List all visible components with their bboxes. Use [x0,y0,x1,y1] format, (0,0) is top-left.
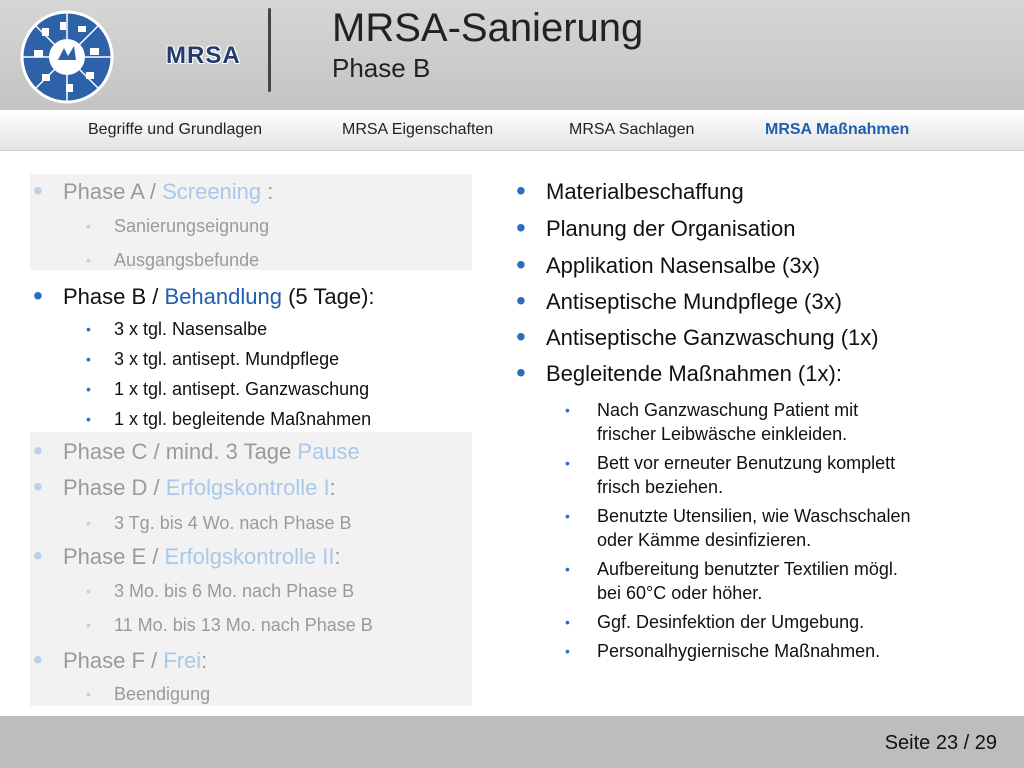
phase-e-sub-item: • 3 Mo. bis 6 Mo. nach Phase B [86,581,355,601]
footer-bar [0,716,1024,768]
phase-b-sub-item: • 3 x tgl. Nasensalbe [86,319,268,339]
bullet-icon: • [86,218,91,234]
nav-item-massnahmen[interactable]: MRSA Maßnahmen [765,121,910,138]
page-subtitle: Phase B [332,53,431,83]
phase-c-item: • Phase C / mind. 3 Tage Pause [33,435,360,466]
phase-d-sub-item: • 3 Tg. bis 4 Wo. nach Phase B [86,513,352,533]
bullet-icon: • [516,357,526,388]
bullet-icon: • [86,351,91,367]
bullet-icon: • [565,402,570,418]
measure-item: • Applikation Nasensalbe (3x) [516,249,820,280]
measures-list [500,150,1024,710]
phase-f-sub-item: • Beendigung [86,684,211,704]
phase-b-sub-item: • 1 x tgl. begleitende Maßnahmen [86,409,372,429]
measure-sub-item: • Nach Ganzwaschung Patient mit frischer Leibwäsche einkleiden. [565,400,859,444]
measure-item: • Materialbeschaffung [516,175,744,206]
phase-b-sub-item: • 1 x tgl. antisept. Ganzwaschung [86,379,370,399]
bullet-icon: • [86,617,91,633]
measure-sub-item: • Aufbereitung benutzter Textilien mögl. bei 60°C oder höher. [565,559,898,603]
bullet-icon: • [33,471,43,502]
bullet-icon: • [86,252,91,268]
phase-b-sub-item: • 3 x tgl. antisept. Mundpflege [86,349,340,369]
phase-e-item: • Phase E / Erfolgskontrolle II: [33,540,341,571]
mrsa-logo-icon [20,10,114,104]
phase-a-item: • Phase A / Screening : [33,175,274,206]
header-divider [268,8,271,92]
bullet-icon: • [86,583,91,599]
bullet-icon: • [565,643,570,659]
nav-item-eigenschaften[interactable]: MRSA Eigenschaften [342,121,494,138]
bullet-icon: • [565,455,570,471]
measure-sub-item: • Benutzte Utensilien, wie Waschschalen oder Kämme desinfizieren. [565,506,911,550]
page-indicator: Seite 23 / 29 [884,732,997,754]
bullet-icon: • [516,249,526,280]
phase-list [0,150,500,710]
phase-a-sub-item: • Sanierungseignung [86,216,270,236]
bullet-icon: • [33,540,43,571]
phase-f-item: • Phase F / Frei: [33,644,208,675]
bullet-icon: • [565,508,570,524]
bullet-icon: • [33,644,43,675]
bullet-icon: • [516,285,526,316]
phase-e-sub-item: • 11 Mo. bis 13 Mo. nach Phase B [86,615,373,635]
bullet-icon: • [86,686,91,702]
bullet-icon: • [565,614,570,630]
bullet-icon: • [86,381,91,397]
page-title: MRSA-Sanierung [332,6,644,50]
measure-sub-item: • Ggf. Desinfektion der Umgebung. [565,612,865,632]
nav-item-sachlagen[interactable]: MRSA Sachlagen [569,121,695,138]
bullet-icon: • [565,561,570,577]
measure-sub-item: • Personalhygiernische Maßnahmen. [565,641,881,661]
phase-a-sub-item: • Ausgangsbefunde [86,250,260,270]
measure-sub-item: • Bett vor erneuter Benutzung komplett frisch beziehen. [565,453,896,497]
bullet-icon: • [33,280,43,311]
bullet-icon: • [86,515,91,531]
measure-item: • Planung der Organisation [516,212,796,243]
measure-item: • Antiseptische Ganzwaschung (1x) [516,321,879,352]
bullet-icon: • [516,212,526,243]
measure-item: • Begleitende Maßnahmen (1x): [516,357,842,388]
header-bar [0,0,1024,110]
bullet-icon: • [86,411,91,427]
section-navigation [0,110,1024,151]
bullet-icon: • [516,175,526,206]
nav-item-begriffe[interactable]: Begriffe und Grundlagen [88,121,263,138]
bullet-icon: • [33,435,43,466]
bullet-icon: • [86,321,91,337]
brand-label: MRSA [166,42,241,69]
measure-item: • Antiseptische Mundpflege (3x) [516,285,842,316]
bullet-icon: • [33,175,43,206]
phase-d-item: • Phase D / Erfolgskontrolle I: [33,471,336,502]
bullet-icon: • [516,321,526,352]
phase-b-item: • Phase B / Behandlung (5 Tage): [33,280,375,311]
